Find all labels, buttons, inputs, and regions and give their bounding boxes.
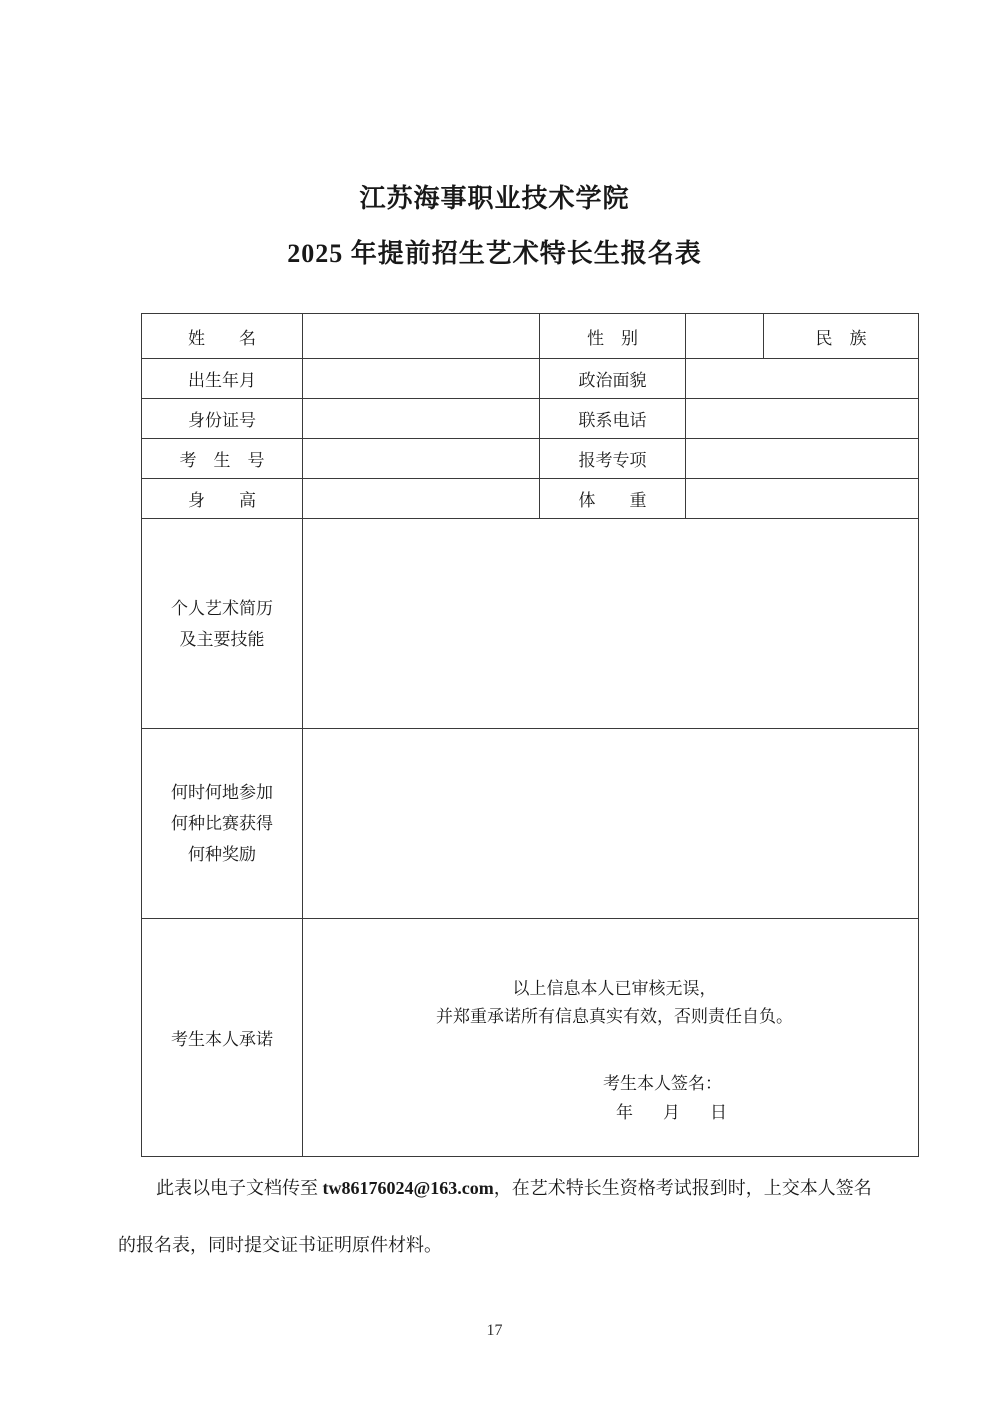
page-number: 17 [486,1322,503,1339]
label-art-resume-line-2: 及主要技能 [179,629,265,649]
table-row-height-weight [142,479,919,519]
contact-email[interactable]: tw86176024@163.com [322,1178,494,1198]
field-id-number-value[interactable] [303,399,540,439]
label-political-status: 政治面貌 [540,359,686,399]
field-exam-number-value[interactable] [303,439,540,479]
table-row-awards [142,729,919,919]
label-name: 姓 名 [142,314,303,359]
label-applicant-promise: 考生本人承诺 [142,919,303,1157]
label-exam-number: 考 生 号 [142,439,303,479]
promise-text-line-2: 并郑重承诺所有信息真实有效，否则责任自负。 [436,1007,793,1026]
table-row-id-number [142,399,919,439]
signature-date-line[interactable] [303,1099,918,1127]
field-height-value[interactable] [303,479,540,519]
page-title-form: 2025 年提前招生艺术特长生报名表 [287,239,702,268]
label-art-resume-line-1: 个人艺术简历 [171,598,273,618]
table-row-birth [142,359,919,399]
label-awards [142,729,303,919]
label-applied-specialty: 报考专项 [540,439,686,479]
note-text-part-1: 此表以电子文档传至 [156,1178,323,1198]
signature-label[interactable]: 考生本人签名： [603,1074,722,1093]
label-id-number: 身份证号 [142,399,303,439]
submission-note [118,1160,878,1274]
field-awards-value[interactable] [303,729,919,919]
field-applied-specialty-value[interactable] [686,439,919,479]
table-row-promise [142,919,919,1157]
label-art-resume [142,519,303,729]
promise-inner [303,975,918,1127]
label-awards-line-3: 何种奖励 [188,845,256,864]
field-gender-value[interactable] [686,314,764,359]
field-political-status-value[interactable] [686,359,919,399]
label-gender: 性 别 [540,314,686,359]
table-row-exam-number [142,439,919,479]
field-art-resume-value[interactable] [303,519,919,729]
label-phone: 联系电话 [540,399,686,439]
page-title-school: 江苏海事职业技术学院 [359,184,630,213]
label-weight: 体 重 [540,479,686,519]
registration-form-table [141,313,919,1157]
field-weight-value[interactable] [686,479,919,519]
field-name-value[interactable] [303,314,540,359]
document-title-block [0,182,989,271]
date-year-label: 年 [616,1103,633,1122]
field-birth-date-value[interactable] [303,359,540,399]
label-awards-line-1: 何时何地参加 [171,783,273,802]
label-ethnicity: 民 族 [764,314,919,359]
field-phone-value[interactable] [686,399,919,439]
table-row-name [142,314,919,359]
date-day-label: 日 [710,1103,727,1122]
label-birth-date: 出生年月 [142,359,303,399]
table-row-art-resume [142,519,919,729]
promise-content-cell [303,919,919,1157]
note-text-part-2: ，在艺术特长生资格考试报到时，上交本人签名的报名表，同时提交证书证明原件材料。 [118,1178,872,1255]
label-awards-line-2: 何种比赛获得 [171,814,273,833]
date-month-label: 月 [663,1103,680,1122]
label-height: 身 高 [142,479,303,519]
promise-text-line-1: 以上信息本人已审核无误， [512,979,717,998]
